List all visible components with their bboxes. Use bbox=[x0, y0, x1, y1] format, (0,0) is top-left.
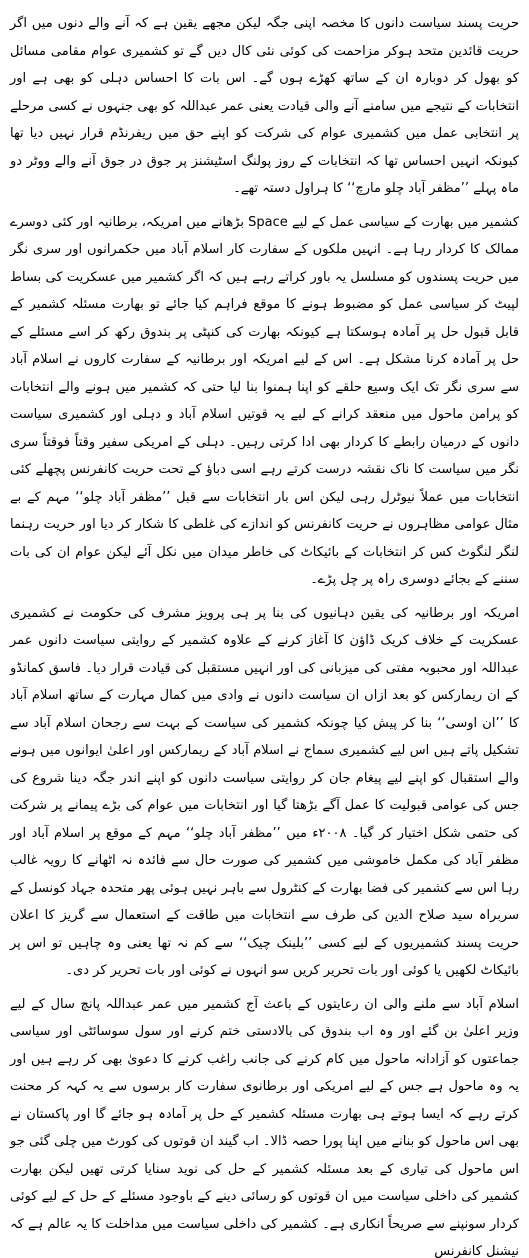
paragraph-2: کشمیر میں بھارت کے سیاسی عمل کے لیے Space بڑھانے میں امریکہ، برطانیہ اور کئی دوسرے ممالک کا کردار رہا ہے۔ انہیں ملکوں کے سفارت کار اسلام آباد میں حکمرانوں اور سری نگر میں حریت پسندوں کو مسلسل یہ باور کراتے رہے ہیں کہ اگر کشمیر میں عسکریت کی بساط لپیٹ کر سیاسی عمل کو مضبوط ہونے کا موقع فراہم کیا جائے تو بھارت مسئلہ کشمیر کے قابل قبول حل پر آمادہ ہوسکتا ہے کیونکہ بھارت کی کنپٹی پر بندوق رکھ کر اسے مسئلے کے حل پر آمادہ کرنا مشکل ہے۔ اس کے لیے امریکہ اور برطانیہ کے سفارت کاروں نے اسلام آباد سے سری نگر تک ایک وسیع حلقے کو اپنا ہمنوا بنا لیا حتی کہ کشمیر میں ہونے والے انتخابات کو پرامن ماحول میں منعقد کرانے کے لیے یہ قوتیں اسلام آباد و دہلی اور کشمیری سیاست دانوں کے درمیان رابطے کا کردار بھی ادا کرتی رہیں۔ دہلی کے امریکی سفیر وقتاً فوقتاً سری نگر میں سیاست کا ناک نقشہ درست کرتے رہے اسی دباؤ کے تحت حریت کانفرنس پچھلے کئی انتخابات میں عملاً نیوٹرل رہی لیکن اس بار انتخابات سے قبل ’’مظفر آباد چلو‘‘ مہم کے بے مثال عوامی مظاہروں نے حریت کانفرنس کو اندازے کی غلطی کا شکار کر دیا اور حریت رہنما لنگر لنگوٹ کس کر انتخابات کے بائیکاٹ کی خاطر میدان میں نکل آئے لیکن عوام ان کی بات سننے کے بجائے دوسری راہ پر چل پڑے۔ bbox=[10, 214, 520, 587]
paragraph-4: اسلام آباد سے ملنے والی ان رعایتوں کے باعث آج کشمیر میں عمر عبداللہ پانچ سال کے لیے وزیر اعلیٰ بن گئے اور وہ اب بندوق کی بالادستی ختم کرنے اور سول سوسائٹی اور سیاسی جماعتوں کو آزادانہ ماحول میں کام کرنے کی جانب راغب کرنے کا دعویٰ بھی کر رہے ہیں اور یہ وہ ماحول ہے جس کے لیے امریکی اور برطانوی سفارت کار برسوں سے یہ کہہ کر محنت کرتے رہے کہ ایسا ہوتے ہی بھارت مسئلہ کشمیر کے حل پر آمادہ ہو جائے گا اور پاکستان نے بھی اس ماحول کو بنانے میں اپنا پورا حصہ ڈالا۔ اب گیند ان قوتوں کی کورٹ میں چلی گئی جو اس ماحول کی تیاری کے بعد مسئلہ کشمیر کے حل کی نوید سنایا کرتی تھیں لیکن بھارت کشمیر کی داخلی سیاست میں ان قوتوں کو رسائی دینے کے باوجود مسئلے کے حل کے لیے کوئی کردار سونپنے سے صریحاً انکاری ہے۔ کشمیر کی داخلی سیاست میں مداخلت کا یہ عالم ہے کہ نیشنل کانفرنس bbox=[10, 996, 519, 1258]
paragraph-3: امریکہ اور برطانیہ کی یقین دہانیوں کی بنا پر ہی پرویز مشرف کی حکومت نے کشمیری عسکریت کے خلاف کریک ڈاؤن کا آغاز کرنے کے علاوہ کشمیر کے روایتی سیاست دانوں عمر عبداللہ اور محبوبہ مفتی کی میزبانی کی اور انہیں مستقبل کی قیادت قرار دیا۔ فاسق کمانڈو کے ان ریمارکس کو بعد ازاں ان سیاست دانوں نے وادی میں کمال مہارت کے ساتھ اسلام آباد کا ’’ان اوسی‘‘ بنا کر پیش کیا چونکہ کشمیر کی سیاست کے بہت سے رجحان اسلام آباد سے تشکیل پاتے ہیں اس لیے کشمیری سماج نے اسلام آباد کے ریمارکس اور اعلیٰ ایوانوں میں ہونے والے استقبال کو اپنے لیے پیغام جان کر روایتی سیاست دانوں کو اپنے اندر جگہ دینا شروع کی جس کی عوامی قبولیت کا عمل آگے بڑھتا گیا اور انتخابات میں عوام کی بڑے پیمانے پر شرکت کی حتمی شکل اختیار کر گیا۔ ۲۰۰۸ء میں ’’مظفر آباد چلو‘‘ مہم کے موقع پر اسلام آباد اور مظفر آباد کی مکمل خاموشی میں کشمیر کی صورت حال سے فائدہ نہ اٹھانے کا رویہ غالب رہا اس سے کشمیر کی فضا بھارت کے کنٹرول سے باہر نہیں ہوئی پھر متحدہ جہاد کونسل کے سربراہ سید صلاح الدین کی طرف سے انتخابات میں طاقت کے استعمال سے گریز کا اعلان حریت پسند کشمیریوں کے لیے کسی ’’بلینک چیک‘‘ سے کم نہ تھا یعنی وہ چاہیں تو اس پر بائیکاٹ لکھیں یا کوئی اور بات تحریر کریں سو انہوں نے کوئی اور بات تحریر کر دی۔ bbox=[10, 605, 519, 978]
paragraph-1: حریت پسند سیاست دانوں کا مخصہ اپنی جگہ لیکن مجھے یقین ہے کہ آنے والے دنوں میں اگر حریت قائدین متحد ہوکر مزاحمت کی کوئی نئی کال دیں گے تو کشمیری عوام مقامی مسائل کو بھول کر دوبارہ ان کے ساتھ کھڑے ہوں گے۔ اس بات کا احساس دہلی کو بھی ہے اور انتخابات کے نتیجے میں سامنے آنے والی قیادت یعنی عمر عبداللہ کو بھی جنہوں نے کسی مرحلے پر انتخابی عمل میں کشمیری عوام کی شرکت کو اپنے حق میں ریفرنڈم قرار نہیں دیا تھا کیونکہ انہیں احساس تھا کہ انتخابات کے روز پولنگ اسٹیشنز پر جوق در جوق آنے والے ووٹر دو ماہ پہلے ’’مظفر آباد چلو مارچ‘‘ کا ہراول دستہ تھے۔ bbox=[10, 16, 519, 196]
